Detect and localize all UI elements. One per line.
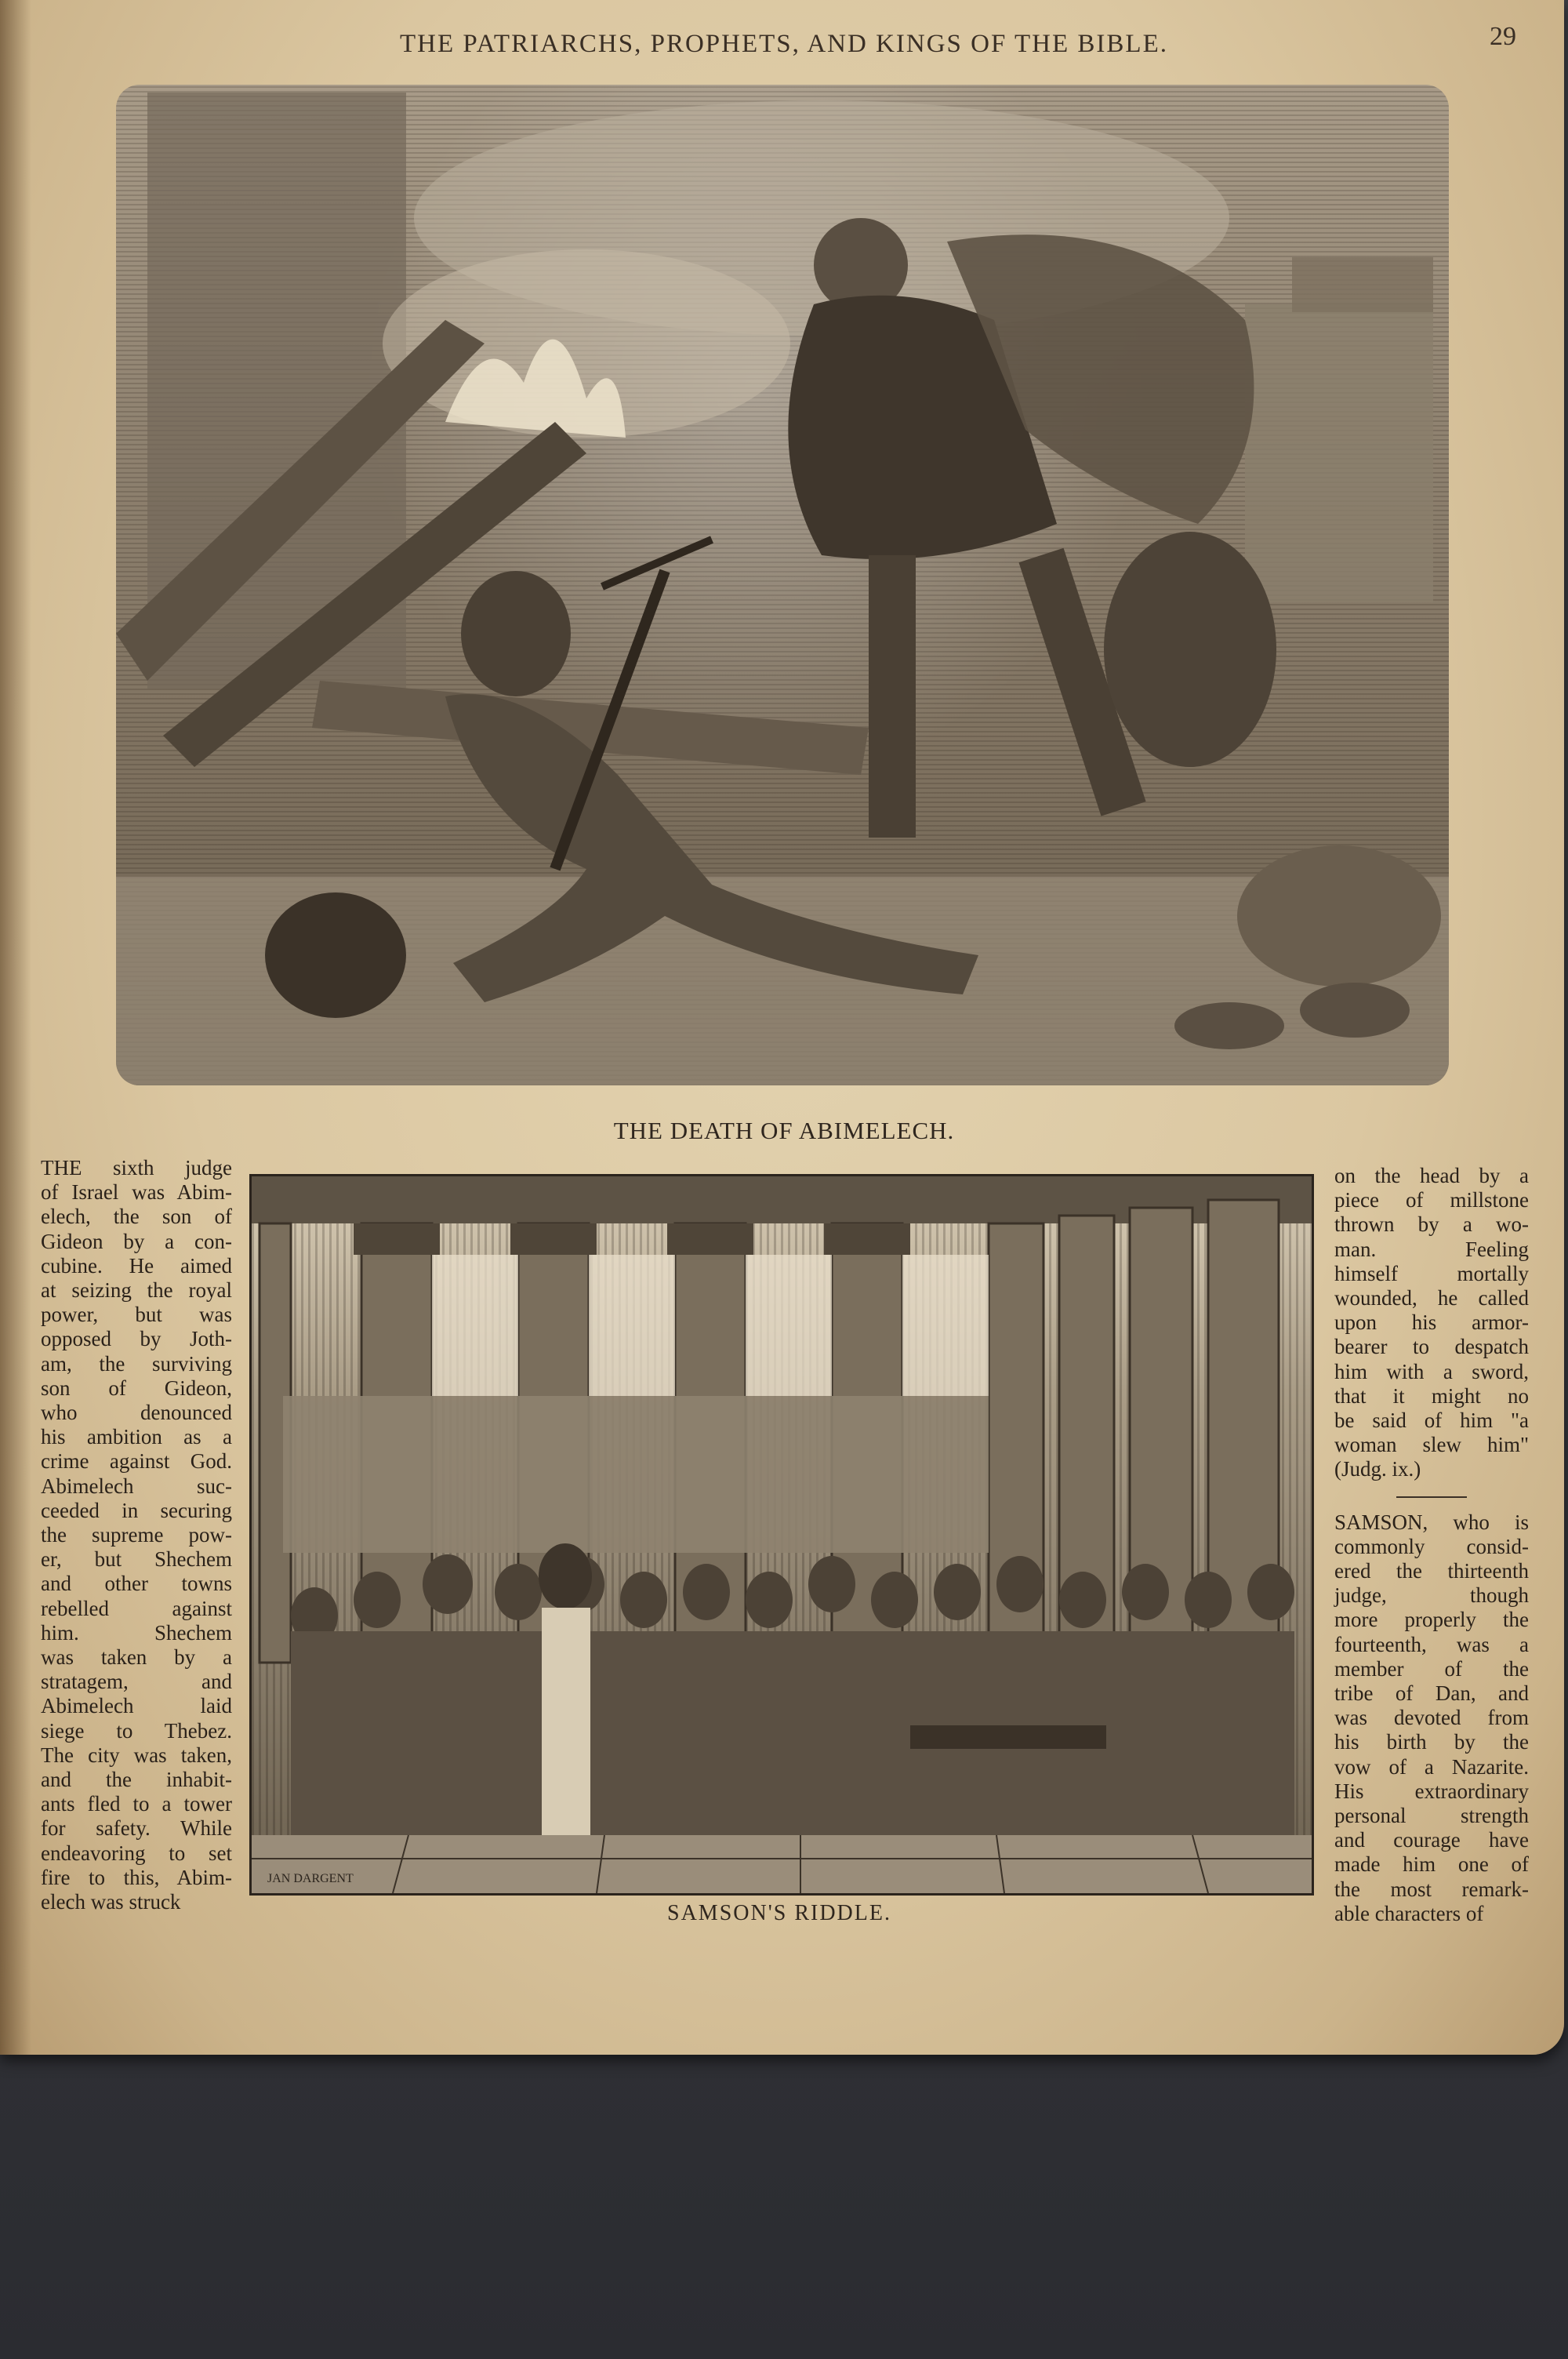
text-line: bearer to despatch <box>1334 1335 1529 1359</box>
text-line: made him one of <box>1334 1852 1529 1877</box>
text-line: THE sixth judge <box>41 1156 232 1180</box>
caption-samsons-riddle: SAMSON'S RIDDLE. <box>667 1901 891 1925</box>
text-line: ceeded in securing <box>41 1498 232 1522</box>
page-number: 29 <box>1490 22 1516 51</box>
text-line: personal strength <box>1334 1804 1529 1828</box>
text-line: His extraordinary <box>1334 1779 1529 1803</box>
text-line: and courage have <box>1334 1828 1529 1852</box>
left-text-column <box>41 1156 232 1914</box>
text-line: endeavoring to set <box>41 1841 232 1865</box>
text-line: piece of millstone <box>1334 1188 1529 1212</box>
text-line: on the head by a <box>1334 1164 1529 1187</box>
text-line: crime against God. <box>41 1449 232 1474</box>
text-line: able characters of <box>1334 1901 1484 1925</box>
section-divider <box>1396 1496 1467 1498</box>
caption-death-of-abimelech: THE DEATH OF ABIMELECH. <box>613 1117 955 1144</box>
text-line: was devoted from <box>1334 1706 1529 1730</box>
text-line: him. Shechem <box>41 1620 232 1645</box>
text-line: ered the thirteenth <box>1334 1559 1529 1583</box>
text-line: his birth by the <box>1334 1730 1529 1754</box>
text-line: opposed by Joth- <box>41 1327 232 1351</box>
text-line: Abimelech suc- <box>41 1474 232 1498</box>
text-line: rebelled against <box>41 1596 232 1620</box>
spine-shadow <box>0 0 31 2055</box>
text-line: Gideon by a con- <box>41 1229 232 1253</box>
text-line: was taken by a <box>41 1645 232 1670</box>
text-line: son of Gideon, <box>41 1376 232 1400</box>
text-line: for safety. While <box>41 1816 232 1841</box>
text-line: wounded, he called <box>1334 1286 1529 1310</box>
text-line: that it might no <box>1334 1383 1529 1408</box>
text-line: vow of a Nazarite. <box>1334 1754 1529 1779</box>
text-line: woman slew him" <box>1334 1433 1529 1457</box>
text-line: tribe of Dan, and <box>1334 1681 1529 1706</box>
engraving-death-of-abimelech <box>116 85 1449 1085</box>
text-line: upon his armor- <box>1334 1310 1529 1335</box>
text-line: elech was struck <box>41 1890 181 1914</box>
text-line: Abimelech laid <box>41 1694 232 1718</box>
text-line: power, but was <box>41 1303 232 1327</box>
text-line: stratagem, and <box>41 1670 232 1694</box>
text-line: er, but Shechem <box>41 1547 232 1572</box>
engraving-bottom-art <box>252 1176 1312 1893</box>
text-line: judge, though <box>1334 1583 1529 1608</box>
text-line: thrown by a wo- <box>1334 1212 1529 1237</box>
text-line: who denounced <box>41 1401 232 1425</box>
text-line: man. Feeling <box>1334 1237 1529 1261</box>
text-line: the supreme pow- <box>41 1523 232 1547</box>
engraving-samsons-riddle <box>249 1174 1314 1896</box>
text-line: him with a sword, <box>1334 1359 1529 1383</box>
text-line: be said of him "a <box>1334 1408 1529 1433</box>
text-line: himself mortally <box>1334 1261 1529 1285</box>
text-line: and other towns <box>41 1572 232 1596</box>
running-head: THE PATRIARCHS, PROPHETS, AND KINGS OF THE BIBLE. <box>400 30 1168 58</box>
text-line: ants fled to a tower <box>41 1792 232 1816</box>
text-line: member of the <box>1334 1656 1529 1681</box>
engraver-signature: JAN DARGENT <box>267 1872 354 1885</box>
text-line: fourteenth, was a <box>1334 1632 1529 1656</box>
text-line: am, the surviving <box>41 1351 232 1376</box>
right-text-column <box>1334 1164 1529 1926</box>
engraving-top-art <box>116 85 1449 1085</box>
text-line: (Judg. ix.) <box>1334 1457 1421 1481</box>
text-line: and the inhabit- <box>41 1768 232 1792</box>
text-line: SAMSON, who is <box>1334 1510 1529 1534</box>
text-line: commonly consid- <box>1334 1534 1529 1558</box>
text-line: at seizing the royal <box>41 1278 232 1303</box>
text-line: cubine. He aimed <box>41 1253 232 1278</box>
text-line: the most remark- <box>1334 1877 1529 1901</box>
text-line: his ambition as a <box>41 1425 232 1449</box>
text-line: siege to Thebez. <box>41 1718 232 1743</box>
text-line: fire to this, Abim- <box>41 1865 232 1889</box>
text-line: elech, the son of <box>41 1205 232 1229</box>
text-line: The city was taken, <box>41 1743 232 1767</box>
text-line: of Israel was Abim- <box>41 1180 232 1205</box>
text-line: more properly the <box>1334 1608 1529 1632</box>
